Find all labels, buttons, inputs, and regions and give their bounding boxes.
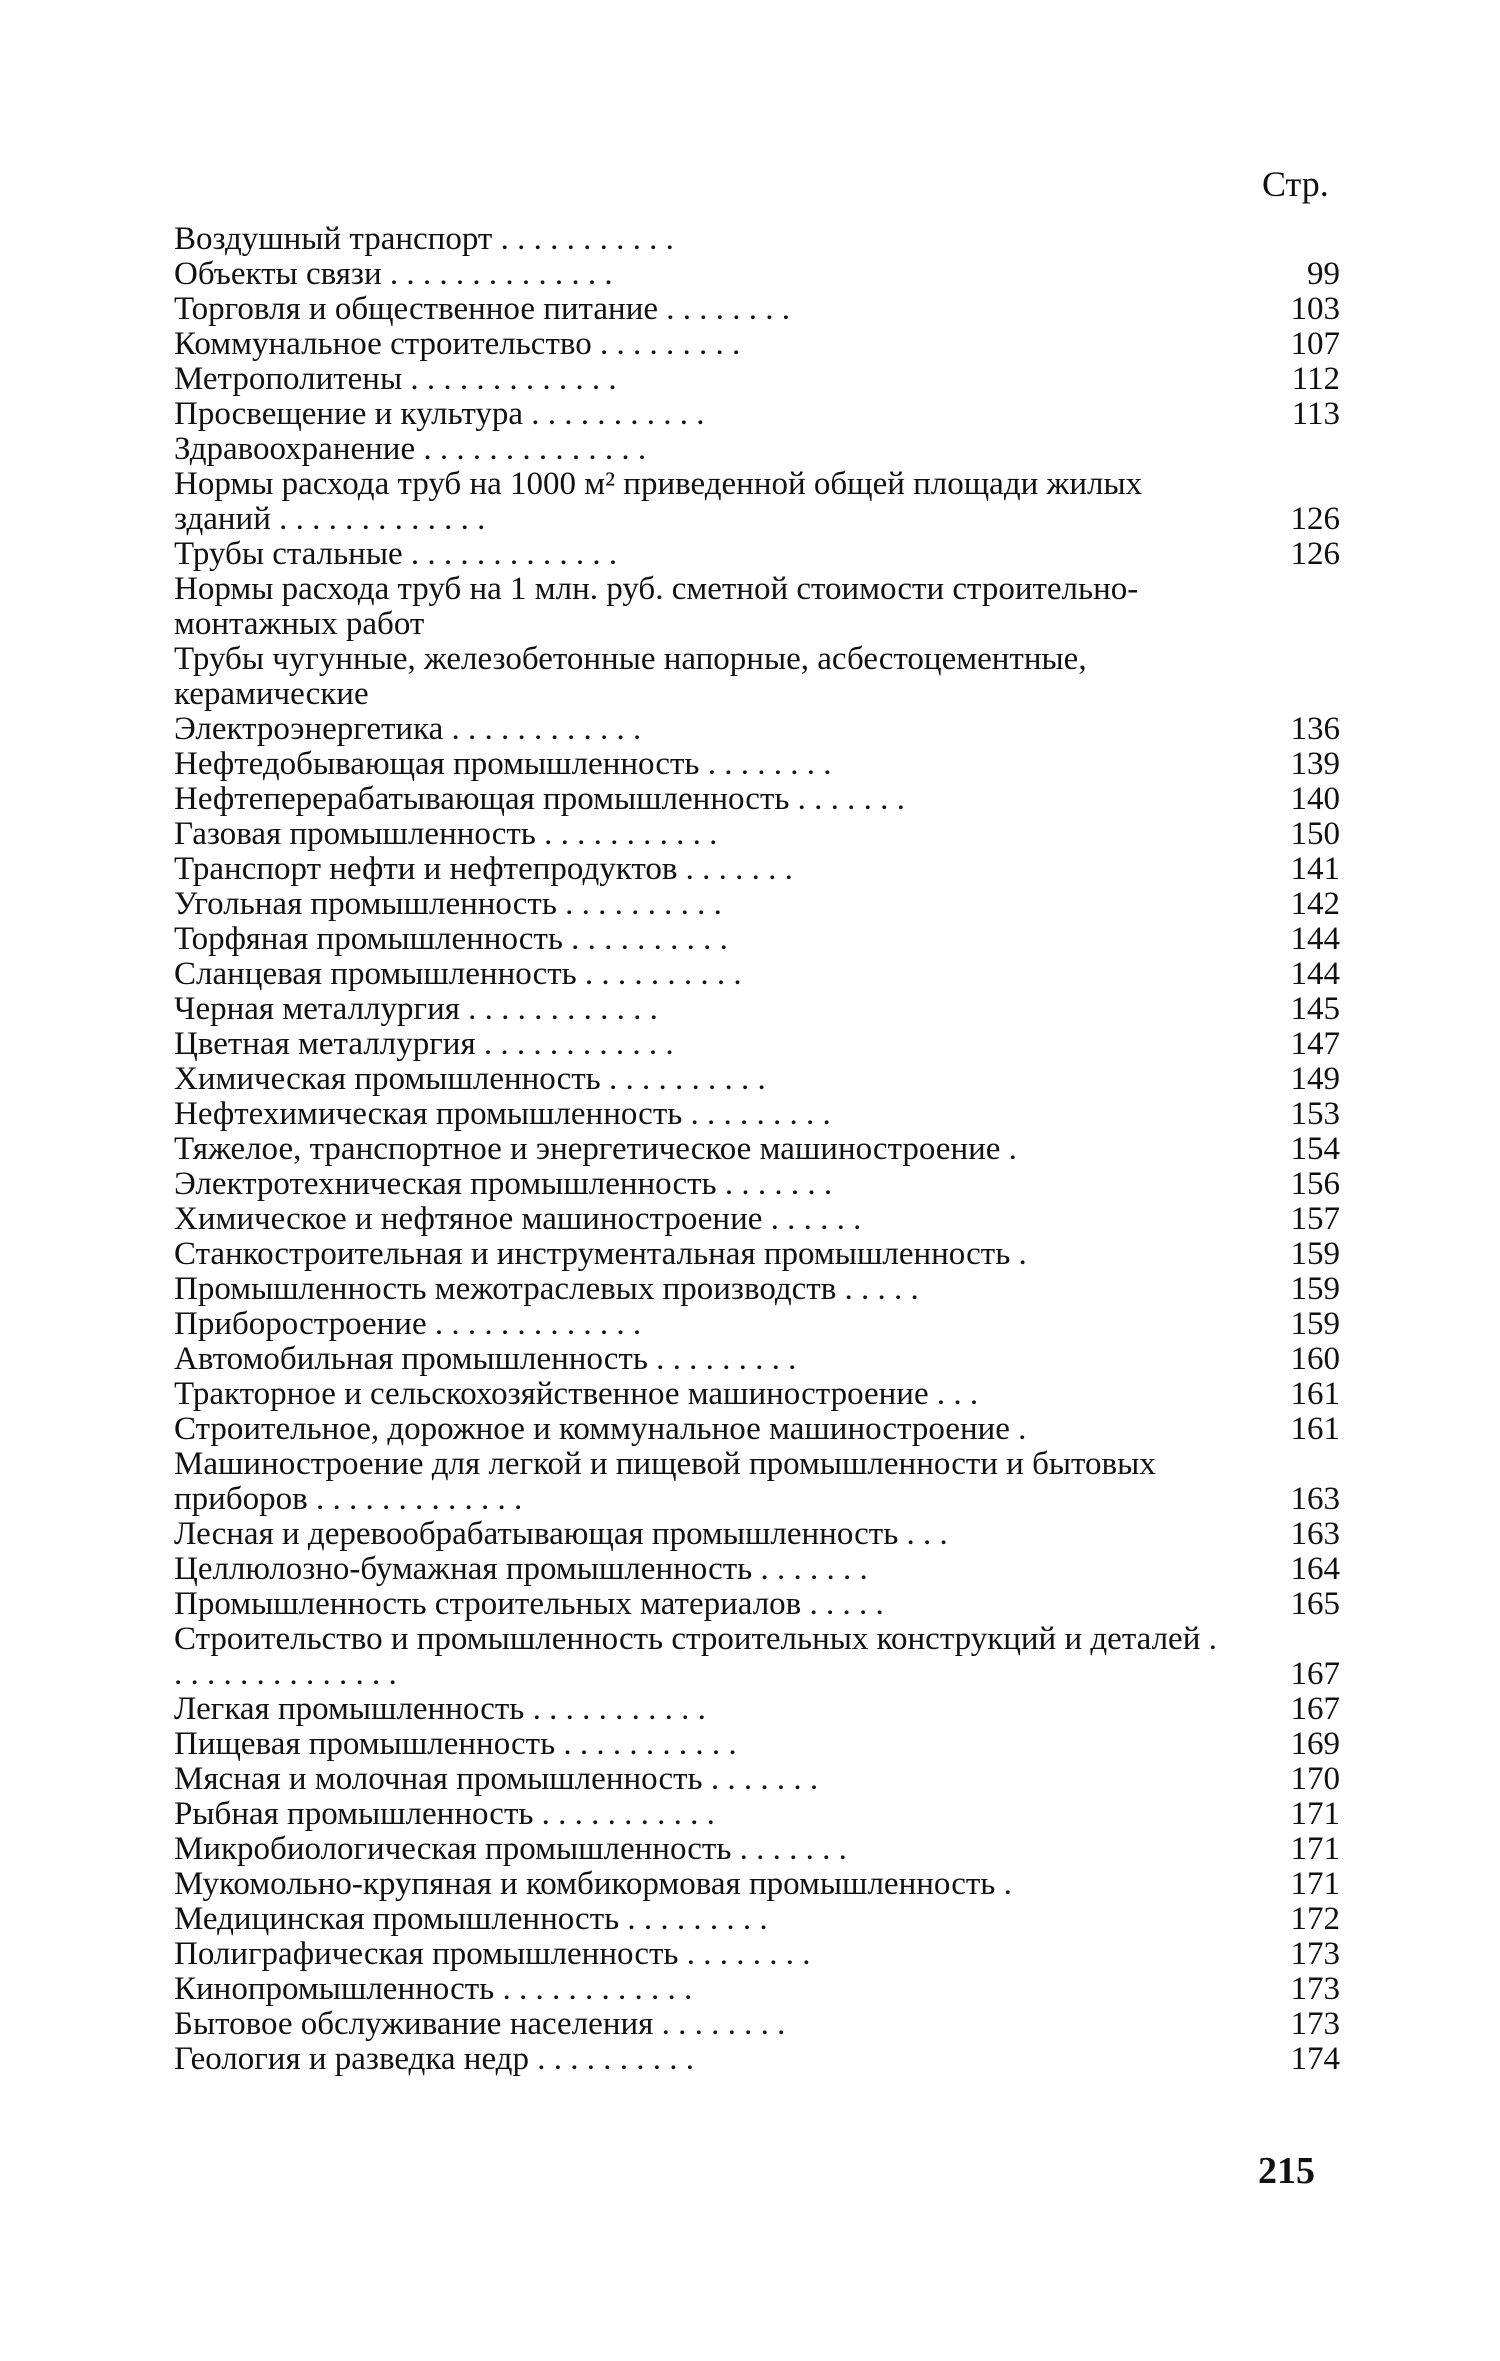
toc-entry bbox=[174, 642, 1340, 712]
toc-entry-title: Тяжелое, транспортное и энергетическое машиностроение . bbox=[174, 1132, 1017, 1167]
toc-entry-page: 173 bbox=[1290, 1971, 1340, 2007]
toc-entry-page: 159 bbox=[1290, 1236, 1340, 1272]
toc-entry-page: 173 bbox=[1290, 2006, 1340, 2042]
toc-entry-page: 161 bbox=[1290, 1376, 1340, 1412]
toc-entry-title: Целлюлозно-бумажная промышленность . . . . . . . bbox=[174, 1552, 868, 1587]
toc-entry-page: 164 bbox=[1290, 1551, 1340, 1587]
toc-entry bbox=[174, 362, 1340, 397]
toc-entry-title: Пищевая промышленность . . . . . . . . . . . bbox=[174, 1727, 737, 1762]
toc-entry-title: Тракторное и сельскохозяйственное машиностроение . . . bbox=[174, 1377, 979, 1412]
toc-entry-page: 159 bbox=[1290, 1306, 1340, 1342]
toc-entry-page: 167 bbox=[1290, 1691, 1340, 1727]
toc-entry-page: 149 bbox=[1290, 1061, 1340, 1097]
toc-entry bbox=[174, 852, 1340, 887]
toc-entry-page: 173 bbox=[1290, 1936, 1340, 1972]
page-column-header: Стр. bbox=[1262, 164, 1329, 204]
toc-entry-title: Легкая промышленность . . . . . . . . . . . bbox=[174, 1692, 706, 1727]
toc-entry-page: 144 bbox=[1290, 956, 1340, 992]
toc-entry-page: 145 bbox=[1290, 991, 1340, 1027]
toc-entry bbox=[174, 1797, 1340, 1832]
toc-entry-title: Станкостроительная и инструментальная промышленность . bbox=[174, 1237, 1027, 1272]
toc-entry-title: Электротехническая промышленность . . . . . . . bbox=[174, 1167, 833, 1202]
toc-entry-page: 103 bbox=[1290, 291, 1340, 327]
toc-entry-page: 171 bbox=[1290, 1796, 1340, 1832]
toc-entry-title: Микробиологическая промышленность . . . . . . . bbox=[174, 1832, 847, 1867]
toc-entry bbox=[174, 397, 1340, 432]
toc-entry bbox=[174, 1552, 1340, 1587]
toc-entry-page: 169 bbox=[1290, 1726, 1340, 1762]
toc-entry-title: Мукомольно-крупяная и комбикормовая промышленность . bbox=[174, 1867, 1012, 1902]
toc-entry bbox=[174, 922, 1340, 957]
toc-entry-title: Воздушный транспорт . . . . . . . . . . . bbox=[174, 222, 674, 257]
toc-entry bbox=[174, 257, 1340, 292]
toc-entry-page: 156 bbox=[1290, 1166, 1340, 1202]
toc-entry-page: 161 bbox=[1290, 1411, 1340, 1447]
toc-entry bbox=[174, 222, 1340, 257]
toc-entry-page: 136 bbox=[1290, 711, 1340, 747]
toc-entry-page: 153 bbox=[1290, 1096, 1340, 1132]
toc-entry-page: 112 bbox=[1291, 361, 1340, 397]
toc-entry bbox=[174, 1027, 1340, 1062]
toc-entry bbox=[174, 1237, 1340, 1272]
toc-entry-page: 157 bbox=[1290, 1201, 1340, 1237]
toc-entry bbox=[174, 1727, 1340, 1762]
toc-entry-title: Транспорт нефти и нефтепродуктов . . . . . . . bbox=[174, 852, 793, 887]
toc-entry bbox=[174, 1587, 1340, 1622]
toc-entry bbox=[174, 467, 1340, 537]
toc-entry-page: 142 bbox=[1290, 886, 1340, 922]
toc-entry bbox=[174, 1132, 1340, 1167]
toc-entry-title: Здравоохранение . . . . . . . . . . . . . . bbox=[174, 432, 647, 467]
toc-entry bbox=[174, 957, 1340, 992]
toc-entry-page: 163 bbox=[1290, 1481, 1340, 1517]
toc-entry-title: Трубы чугунные, железобетонные напорные, асбестоцементные, керамические bbox=[174, 642, 1087, 712]
toc-entry-title: Промышленность строительных материалов . . . . . bbox=[174, 1587, 884, 1622]
toc-entry bbox=[174, 1377, 1340, 1412]
toc-entry bbox=[174, 747, 1340, 782]
toc-entry-page: 165 bbox=[1290, 1586, 1340, 1622]
table-of-contents bbox=[174, 222, 1340, 2077]
toc-entry-title: Автомобильная промышленность . . . . . . . . . bbox=[174, 1342, 797, 1377]
toc-entry-page: 126 bbox=[1290, 501, 1340, 537]
toc-entry-title: Мясная и молочная промышленность . . . . . . . bbox=[174, 1762, 819, 1797]
toc-entry-page: 141 bbox=[1290, 851, 1340, 887]
toc-entry bbox=[174, 887, 1340, 922]
toc-entry-page: 167 bbox=[1290, 1656, 1340, 1692]
toc-entry bbox=[174, 782, 1340, 817]
toc-entry-page: 170 bbox=[1290, 1761, 1340, 1797]
toc-entry-title: Рыбная промышленность . . . . . . . . . . . bbox=[174, 1797, 715, 1832]
toc-entry-page: 150 bbox=[1290, 816, 1340, 852]
toc-entry bbox=[174, 1937, 1340, 1972]
toc-entry bbox=[174, 1622, 1340, 1692]
toc-entry bbox=[174, 2042, 1340, 2077]
toc-entry-page: 144 bbox=[1290, 921, 1340, 957]
toc-entry-title: Торфяная промышленность . . . . . . . . . . bbox=[174, 922, 728, 957]
toc-entry-page: 174 bbox=[1290, 2041, 1340, 2077]
toc-entry-page: 171 bbox=[1290, 1831, 1340, 1867]
toc-entry-title: Нефтеперерабатывающая промышленность . . . . . . . bbox=[174, 782, 905, 817]
toc-entry-title: Медицинская промышленность . . . . . . . . . bbox=[174, 1902, 768, 1937]
toc-entry-title: Полиграфическая промышленность . . . . . . . . bbox=[174, 1937, 811, 1972]
toc-entry bbox=[174, 1832, 1340, 1867]
toc-entry bbox=[174, 292, 1340, 327]
toc-entry-title: Просвещение и культура . . . . . . . . . . . bbox=[174, 397, 705, 432]
toc-entry-title: Коммунальное строительство . . . . . . . . . bbox=[174, 327, 741, 362]
toc-entry-title: Объекты связи . . . . . . . . . . . . . . bbox=[174, 257, 613, 292]
toc-entry bbox=[174, 1307, 1340, 1342]
toc-entry bbox=[174, 537, 1340, 572]
toc-entry-page: 147 bbox=[1290, 1026, 1340, 1062]
toc-entry bbox=[174, 1867, 1340, 1902]
toc-entry-title: Строительное, дорожное и коммунальное машиностроение . bbox=[174, 1412, 1027, 1447]
toc-entry bbox=[174, 2007, 1340, 2042]
toc-entry-page: 154 bbox=[1290, 1131, 1340, 1167]
toc-entry-title: Газовая промышленность . . . . . . . . . . . bbox=[174, 817, 718, 852]
toc-entry-title: Электроэнергетика . . . . . . . . . . . . bbox=[174, 712, 642, 747]
toc-entry-title: Нефтедобывающая промышленность . . . . . . . . bbox=[174, 747, 832, 782]
toc-entry bbox=[174, 1762, 1340, 1797]
toc-entry-title: Нормы расхода труб на 1 млн. руб. сметной стоимости строительно-монтажных работ bbox=[174, 572, 1139, 642]
toc-entry-title: Приборостроение . . . . . . . . . . . . . bbox=[174, 1307, 642, 1342]
toc-entry bbox=[174, 327, 1340, 362]
toc-entry-title: Угольная промышленность . . . . . . . . . . bbox=[174, 887, 722, 922]
toc-entry-title: Кинопромышленность . . . . . . . . . . . . bbox=[174, 1972, 693, 2007]
toc-entry-title: Трубы стальные . . . . . . . . . . . . . bbox=[174, 537, 618, 572]
toc-entry-title: Промышленность межотраслевых производств . . . . . bbox=[174, 1272, 919, 1307]
toc-entry-page: 126 bbox=[1290, 536, 1340, 572]
toc-entry bbox=[174, 1692, 1340, 1727]
toc-entry-page: 99 bbox=[1307, 256, 1340, 292]
toc-entry-title: Сланцевая промышленность . . . . . . . . . . bbox=[174, 957, 742, 992]
toc-entry bbox=[174, 1902, 1340, 1937]
toc-entry bbox=[174, 1447, 1340, 1517]
toc-entry-title: Бытовое обслуживание населения . . . . . . . . bbox=[174, 2007, 786, 2042]
toc-entry-title: Цветная металлургия . . . . . . . . . . . . bbox=[174, 1027, 674, 1062]
toc-entry bbox=[174, 1517, 1340, 1552]
toc-entry-title: Химическая промышленность . . . . . . . . . . bbox=[174, 1062, 766, 1097]
toc-entry bbox=[174, 817, 1340, 852]
toc-entry bbox=[174, 1972, 1340, 2007]
toc-entry-title: Машиностроение для легкой и пищевой промышленности и бытовых приборов . . . . . . . . . . . . . bbox=[174, 1447, 1156, 1517]
toc-entry-page: 171 bbox=[1290, 1866, 1340, 1902]
toc-entry-page: 163 bbox=[1290, 1516, 1340, 1552]
toc-entry-title: Лесная и деревообрабатывающая промышленность . . . bbox=[174, 1517, 948, 1552]
toc-entry bbox=[174, 1202, 1340, 1237]
toc-entry bbox=[174, 432, 1340, 467]
toc-entry-page: 113 bbox=[1291, 396, 1340, 432]
toc-entry bbox=[174, 1167, 1340, 1202]
toc-entry-page: 172 bbox=[1290, 1901, 1340, 1937]
toc-entry bbox=[174, 1062, 1340, 1097]
toc-entry-title: Черная металлургия . . . . . . . . . . . . bbox=[174, 992, 658, 1027]
toc-entry bbox=[174, 712, 1340, 747]
toc-entry-title: Торговля и общественное питание . . . . . . . . bbox=[174, 292, 790, 327]
toc-entry-page: 107 bbox=[1290, 326, 1340, 362]
toc-entry-page: 139 bbox=[1290, 746, 1340, 782]
toc-entry bbox=[174, 992, 1340, 1027]
toc-entry bbox=[174, 572, 1340, 642]
toc-entry-title: Геология и разведка недр . . . . . . . . . . bbox=[174, 2042, 694, 2077]
toc-entry bbox=[174, 1342, 1340, 1377]
toc-entry-page: 160 bbox=[1290, 1341, 1340, 1377]
toc-entry bbox=[174, 1272, 1340, 1307]
toc-entry-page: 140 bbox=[1290, 781, 1340, 817]
toc-entry-page: 159 bbox=[1290, 1271, 1340, 1307]
page-number: 215 bbox=[1258, 2150, 1315, 2192]
toc-entry bbox=[174, 1412, 1340, 1447]
toc-entry-title: Нефтехимическая промышленность . . . . . . . . . bbox=[174, 1097, 831, 1132]
toc-entry bbox=[174, 1097, 1340, 1132]
toc-entry-title: Строительство и промышленность строительных конструкций и деталей . . . . . . . . . . . . . . . bbox=[174, 1622, 1217, 1692]
toc-entry-title: Химическое и нефтяное машиностроение . . . . . . bbox=[174, 1202, 862, 1237]
toc-entry-title: Нормы расхода труб на 1000 м² приведенной общей площади жилых зданий . . . . . . . . . . . . . bbox=[174, 467, 1143, 537]
toc-entry-title: Метрополитены . . . . . . . . . . . . . bbox=[174, 362, 617, 397]
